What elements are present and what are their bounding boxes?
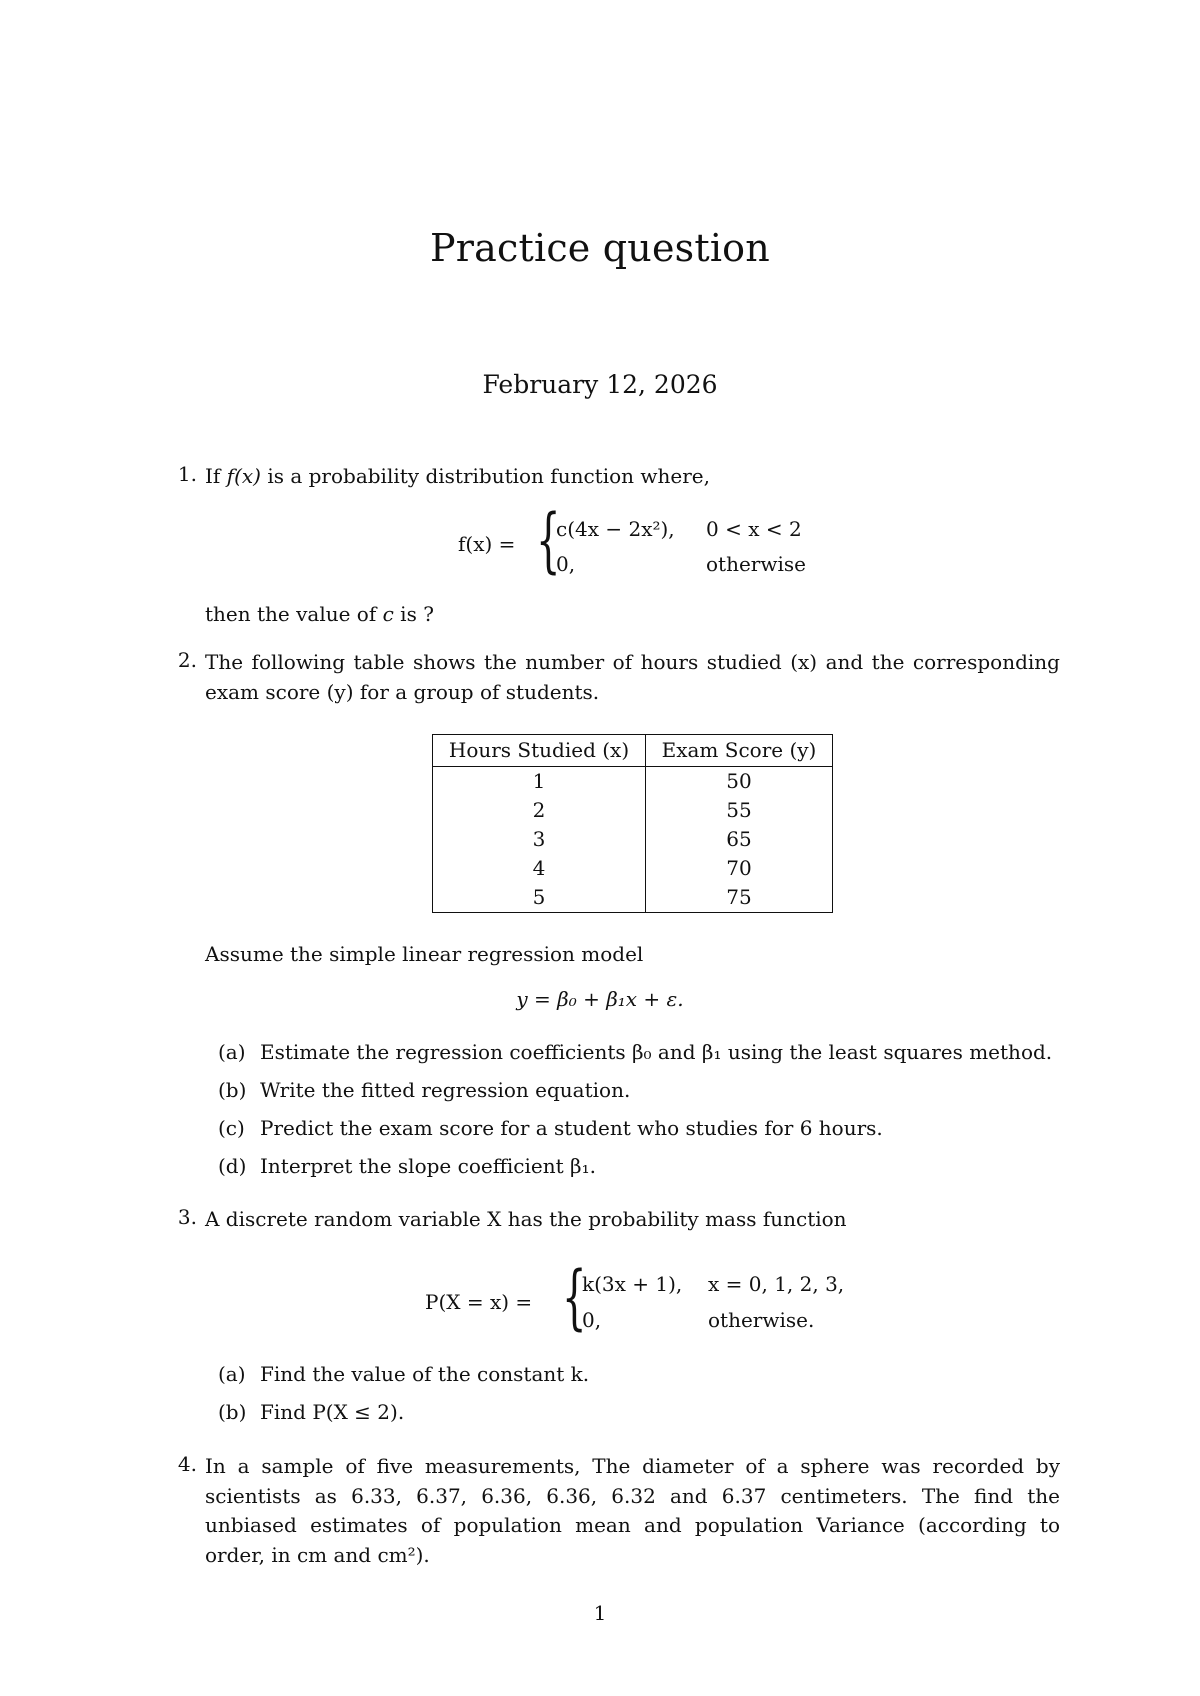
question-2-model-equation: y = β₀ + β₁x + ε. bbox=[516, 987, 684, 1011]
question-2-number: 2. bbox=[177, 648, 197, 672]
question-2-subpart-b: (b) Write the fitted regression equation. bbox=[218, 1078, 631, 1102]
table-cell-score: 65 bbox=[646, 825, 833, 854]
question-3-case1-cond: x = 0, 1, 2, 3, bbox=[708, 1272, 845, 1296]
question-3-case2-cond: otherwise. bbox=[708, 1308, 815, 1332]
question-1-case2-expr: 0, bbox=[556, 552, 576, 576]
table-cell-hours: 2 bbox=[433, 796, 646, 825]
table-cell-score: 70 bbox=[646, 854, 833, 883]
table-cell-hours: 5 bbox=[433, 883, 646, 913]
question-3-subpart-b: (b) Find P(X ≤ 2). bbox=[218, 1400, 405, 1424]
document-title: Practice question bbox=[430, 226, 770, 270]
table-header-hours: Hours Studied (x) bbox=[433, 735, 646, 767]
question-3-number: 3. bbox=[177, 1205, 197, 1229]
question-3-intro: A discrete random variable X has the probability mass function bbox=[205, 1207, 847, 1231]
table-row bbox=[433, 854, 833, 883]
table-row bbox=[433, 796, 833, 825]
table-cell-score: 50 bbox=[646, 767, 833, 797]
question-3-subpart-a: (a) Find the value of the constant k. bbox=[218, 1362, 590, 1386]
question-2-subpart-a: (a) Estimate the regression coefficients β₀ and β₁ using the least squares method. bbox=[218, 1040, 1053, 1064]
question-2-subpart-c: (c) Predict the exam score for a student who studies for 6 hours. bbox=[218, 1116, 883, 1140]
question-3-case1-expr: k(3x + 1), bbox=[582, 1272, 683, 1296]
table-header-row bbox=[433, 735, 833, 767]
table-header-score: Exam Score (y) bbox=[646, 735, 833, 767]
question-1-number: 1. bbox=[177, 462, 197, 486]
question-1-lhs: f(x) = bbox=[458, 532, 516, 556]
question-1-intro: If f(x) is a probability distribution function where, bbox=[205, 464, 710, 488]
question-1-case1-expr: c(4x − 2x²), bbox=[556, 517, 675, 541]
table-cell-score: 55 bbox=[646, 796, 833, 825]
question-2-model-intro: Assume the simple linear regression model bbox=[205, 942, 644, 966]
question-1-brace: { bbox=[536, 499, 561, 581]
question-3-case2-expr: 0, bbox=[582, 1308, 602, 1332]
document-date: February 12, 2026 bbox=[482, 370, 718, 399]
question-4-text: In a sample of five measurements, The diameter of a sphere was recorded by scientists as 6.33, 6.37, 6.36, 6.36, 6.32 and 6.37 centimeters. The find the unbiased estimates of population mean and population Variance (according to order, in cm and cm²). bbox=[205, 1454, 1060, 1567]
question-2-intro: The following table shows the number of hours studied (x) and the corresponding exam score (y) for a group of students. bbox=[205, 650, 1060, 704]
question-3-lhs: P(X = x) = bbox=[425, 1290, 533, 1314]
table-cell-score: 75 bbox=[646, 883, 833, 913]
table-cell-hours: 3 bbox=[433, 825, 646, 854]
question-4-number: 4. bbox=[177, 1452, 197, 1476]
hours-score-table bbox=[432, 734, 833, 913]
table-row bbox=[433, 767, 833, 797]
table-row bbox=[433, 825, 833, 854]
question-2-subpart-d: (d) Interpret the slope coefficient β₁. bbox=[218, 1154, 596, 1178]
table-row bbox=[433, 883, 833, 913]
question-1-followup: then the value of c is ? bbox=[205, 602, 434, 626]
table-cell-hours: 1 bbox=[433, 767, 646, 797]
page-number: 1 bbox=[593, 1601, 607, 1625]
question-1-case2-cond: otherwise bbox=[706, 552, 806, 576]
question-1-case1-cond: 0 < x < 2 bbox=[706, 517, 802, 541]
question-3-brace: { bbox=[562, 1256, 587, 1338]
table-cell-hours: 4 bbox=[433, 854, 646, 883]
